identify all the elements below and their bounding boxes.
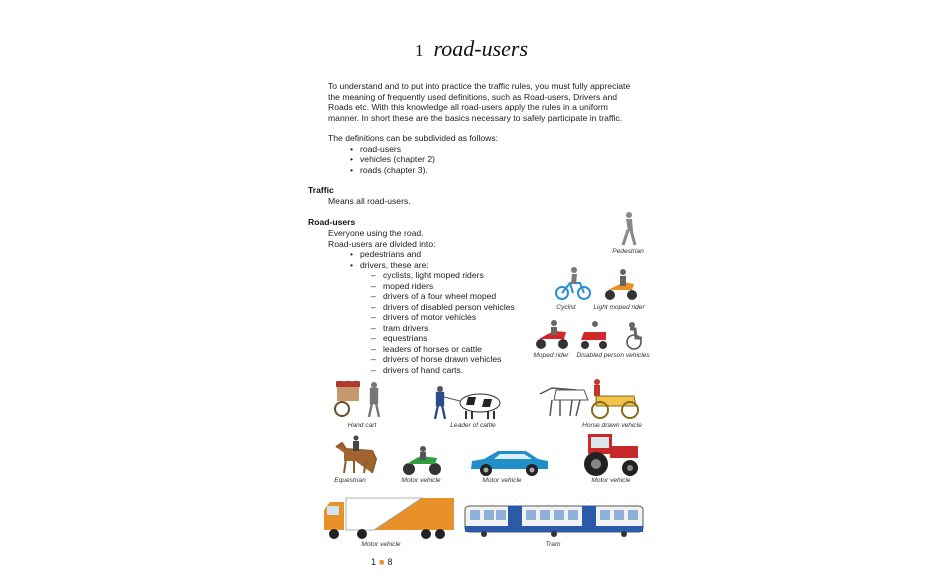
definitions-list (348, 144, 628, 176)
chapter-number: 1 (415, 41, 424, 60)
caption-cattle: Leader of cattle (450, 422, 496, 429)
list-item: – drivers of motor vehicles (371, 312, 568, 323)
road-users-line2: Road-users are divided into: (328, 238, 436, 249)
motorbike-illustration (401, 446, 443, 476)
caption-moped: Moped rider (533, 352, 569, 359)
caption-tram: Tram (545, 541, 561, 548)
traffic-text: Means all road-users. (328, 196, 411, 206)
caption-motor-vehicle-car: Motor vehicle (482, 477, 522, 484)
hand-cart-illustration (334, 379, 386, 419)
road-users-line1: Everyone using the road. (328, 228, 424, 238)
list-item: – drivers of disabled person vehicles (371, 302, 568, 313)
car-illustration (468, 447, 550, 477)
definitions-block (328, 133, 628, 175)
moped-illustration (534, 319, 570, 351)
list-item: – moped riders (371, 281, 568, 292)
caption-light-moped: Light moped rider (593, 304, 645, 311)
list-item: – leaders of horses or cattle (371, 344, 568, 355)
caption-pedestrian: Pedestrian (612, 248, 644, 255)
wheelchair-illustration (622, 321, 646, 351)
caption-disabled: Disabled person vehicles (576, 352, 650, 359)
caption-motor-vehicle-bike: Motor vehicle (401, 477, 441, 484)
list-item: – tram drivers (371, 323, 568, 334)
caption-hand-cart: Hand cart (347, 422, 377, 429)
list-item: • vehicles (chapter 2) (348, 154, 628, 165)
definitions-lead: The definitions can be subdivided as follows: (328, 133, 499, 143)
cattle-illustration (432, 385, 506, 421)
caption-motor-vehicle-truck: Motor vehicle (361, 541, 401, 548)
caption-equestrian: Equestrian (334, 477, 366, 484)
cyclist-illustration (555, 266, 591, 302)
light-moped-illustration (602, 268, 640, 302)
page-number (371, 557, 392, 567)
list-item: – drivers of a four wheel moped (371, 291, 568, 302)
list-item: – cyclists, light moped riders (371, 270, 568, 281)
pedestrian-illustration (617, 211, 639, 247)
page-number-page: 8 (387, 557, 393, 567)
road-users-bullets (348, 249, 568, 270)
list-item: – drivers of hand carts. (371, 365, 568, 376)
list-item: • roads (chapter 3). (348, 165, 628, 176)
truck-illustration (322, 496, 456, 540)
caption-cyclist: Cyclist (556, 304, 576, 311)
traffic-heading: Traffic (308, 185, 334, 195)
page-number-chapter: 1 (371, 557, 377, 567)
intro-paragraph: To understand and to put into practice the traffic rules, you must fully appreciate the meaning of frequently used definitions, such as Road-users, Drivers and Roads etc. With this knowledge all road-users apply the rules in a uniform manner. In short these are the basics necessary to safely participate in traffic. (328, 81, 631, 123)
caption-motor-vehicle-tractor: Motor vehicle (591, 477, 631, 484)
list-item: – equestrians (371, 333, 568, 344)
chapter-title (415, 36, 528, 62)
scooter-illustration (578, 320, 610, 351)
list-item: – drivers of horse drawn vehicles (371, 354, 568, 365)
road-users-heading: Road-users (308, 217, 356, 227)
list-item: • road-users (348, 144, 628, 155)
horse-drawn-illustration (536, 376, 646, 420)
tractor-illustration (574, 432, 642, 477)
caption-horse-drawn: Horse drawn vehicle (582, 422, 642, 429)
equestrian-illustration (332, 435, 380, 475)
page-number-separator: ■ (379, 557, 385, 567)
list-item: • pedestrians and (348, 249, 568, 260)
list-item: • drivers, these are: (348, 260, 568, 271)
tram-illustration (464, 502, 644, 538)
chapter-title-text: road-users (433, 36, 529, 61)
